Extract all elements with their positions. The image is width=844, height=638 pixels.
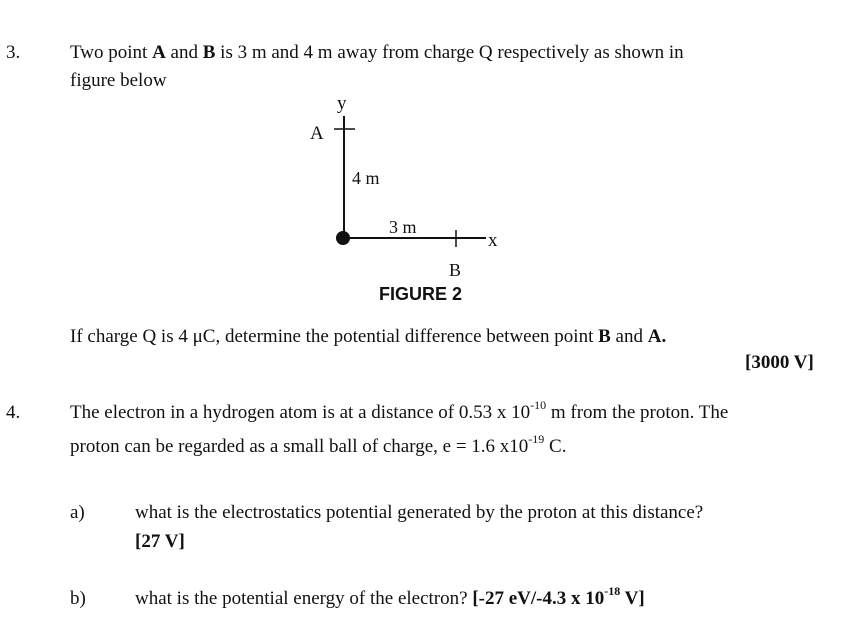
figure-caption: FIGURE 2 [379,284,463,304]
x-axis-label: x [488,230,498,251]
point-b-label: B [449,260,462,280]
q4-line-1: The electron in a hydrogen atom is at a distance of 0.53 x $10^{-10}$ m from the proton. The [70,398,729,423]
q4-part-b-answer: [-27 eV/-4.3 x $10^{-18}$ V] [472,584,645,609]
y-axis-label: y [337,93,347,114]
q4-part-a-text: what is the electrostatics potential generated by the proton at this distance? [135,502,704,523]
q3-answer: [3000 V] [745,352,814,373]
vertical-distance-label: 4 m [352,168,380,188]
q4-line-2: proton can be regarded as a small ball of charge, e = 1.6 $x10^{-19}$ C. [70,432,567,457]
point-a-label: A [310,123,324,144]
q3-line-2: figure below [70,70,167,91]
q4-number: 4. [6,402,21,423]
q4-part-b-label: b) [70,588,86,609]
q4-part-a-answer: [27 V] [135,531,185,552]
horizontal-distance-label: 3 m [389,217,417,237]
q4-part-b-line: what is the potential energy of the electron? [-27 eV/-4.3 x $10^{-18}$ V] [135,584,645,609]
q3-question: If charge Q is 4 μC, determine the potential difference between point B and A. [70,326,667,347]
charge-q-dot [336,231,350,245]
q4-part-a-label: a) [70,502,85,523]
q3-line-1: Two point A and B is 3 m and 4 m away from charge Q respectively as shown in [70,42,684,63]
q3-number: 3. [6,42,21,63]
